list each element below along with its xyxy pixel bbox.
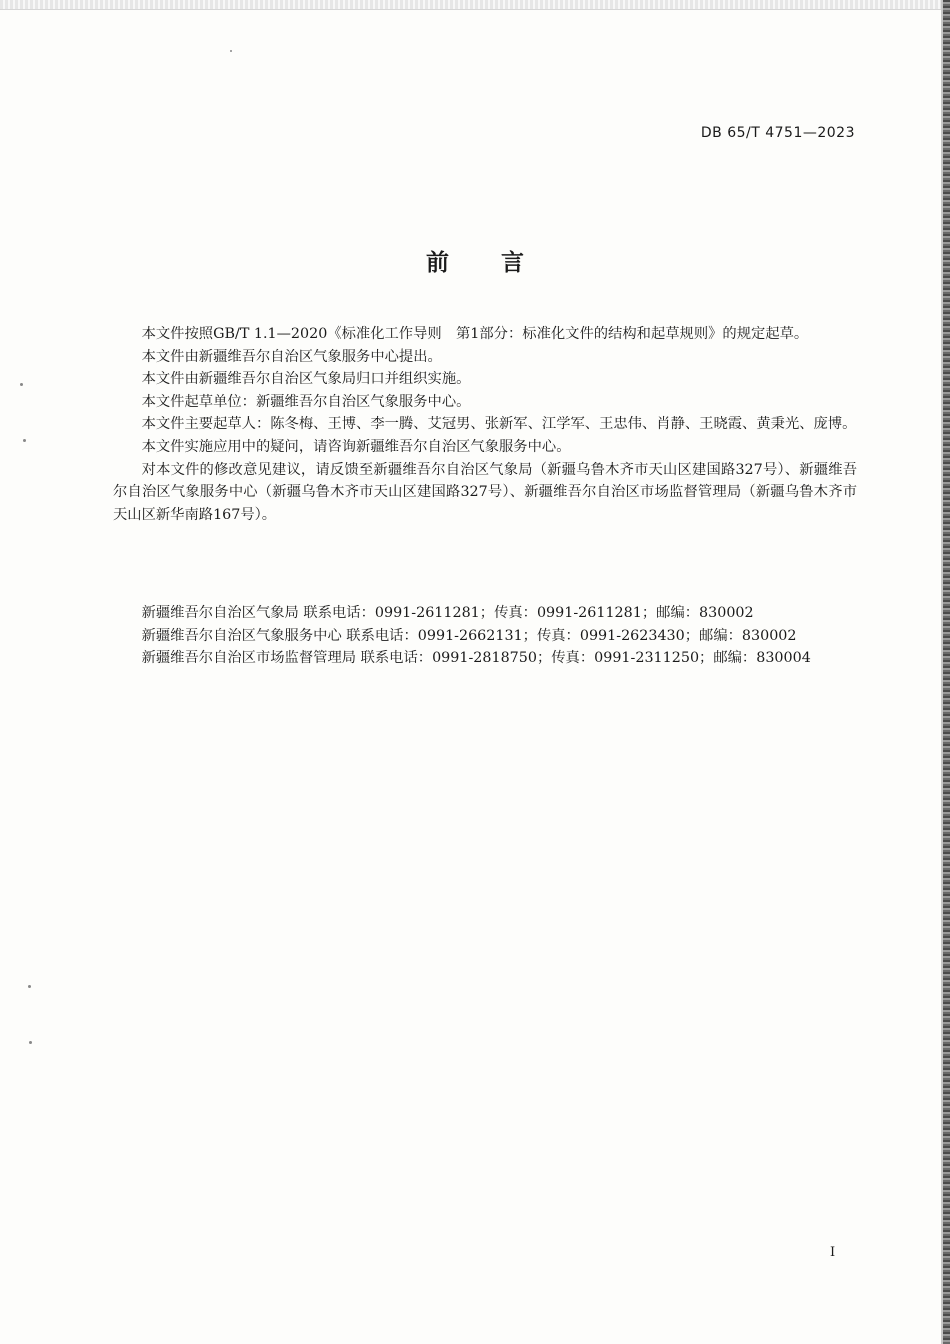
paragraph-proposer: 本文件由新疆维吾尔自治区气象服务中心提出。	[141, 348, 442, 365]
scan-top-strip	[0, 0, 950, 10]
scan-speck	[230, 50, 232, 52]
paragraph-feedback: 对本文件的修改意见建议，请反馈至新疆维吾尔自治区气象局（新疆乌鲁木齐市天山区建国路327号）、新疆维吾尔自治区气象服务中心（新疆乌鲁木齐市天山区建国路327号）、新疆维吾尔自治区市场监督管理局（新疆乌鲁木齐市天山区新华南路167号）。	[113, 461, 857, 523]
page-title: 前言	[426, 250, 576, 276]
contact-market-supervision: 新疆维吾尔自治区市场监督管理局 联系电话：0991-2818750；传真：0991-2311250；邮编：830004	[141, 650, 811, 667]
contact-service-center: 新疆维吾尔自治区气象服务中心 联系电话：0991-2662131；传真：0991-2623430；邮编：830002	[141, 627, 797, 644]
scan-speck	[23, 439, 26, 442]
paragraph-drafting-rules: 本文件按照GB/T 1.1—2020《标准化工作导则 第1部分：标准化文件的结构和起草规则》的规定起草。	[141, 326, 809, 342]
document-code: DB 65/T 4751—2023	[700, 125, 855, 141]
paragraph-drafters: 本文件主要起草人：陈冬梅、王博、李一腾、艾冠男、张新军、江学军、王忠伟、肖静、王晓霞、黄秉光、庞博。	[141, 416, 857, 433]
scan-speck	[28, 985, 31, 988]
scan-right-edge	[943, 0, 950, 1344]
scan-speck	[20, 383, 23, 386]
contact-list	[113, 602, 857, 670]
contact-meteorological-bureau: 新疆维吾尔自治区气象局 联系电话：0991-2611281；传真：0991-2611281；邮编：830002	[141, 605, 754, 621]
paragraph-inquiries: 本文件实施应用中的疑问，请咨询新疆维吾尔自治区气象服务中心。	[141, 438, 571, 455]
scan-speck	[29, 1041, 32, 1044]
paragraph-administrator: 本文件由新疆维吾尔自治区气象局归口并组织实施。	[141, 371, 471, 388]
foreword-body	[113, 323, 857, 526]
page-number: I	[830, 1245, 836, 1260]
paragraph-drafting-unit: 本文件起草单位：新疆维吾尔自治区气象服务中心。	[141, 393, 471, 410]
